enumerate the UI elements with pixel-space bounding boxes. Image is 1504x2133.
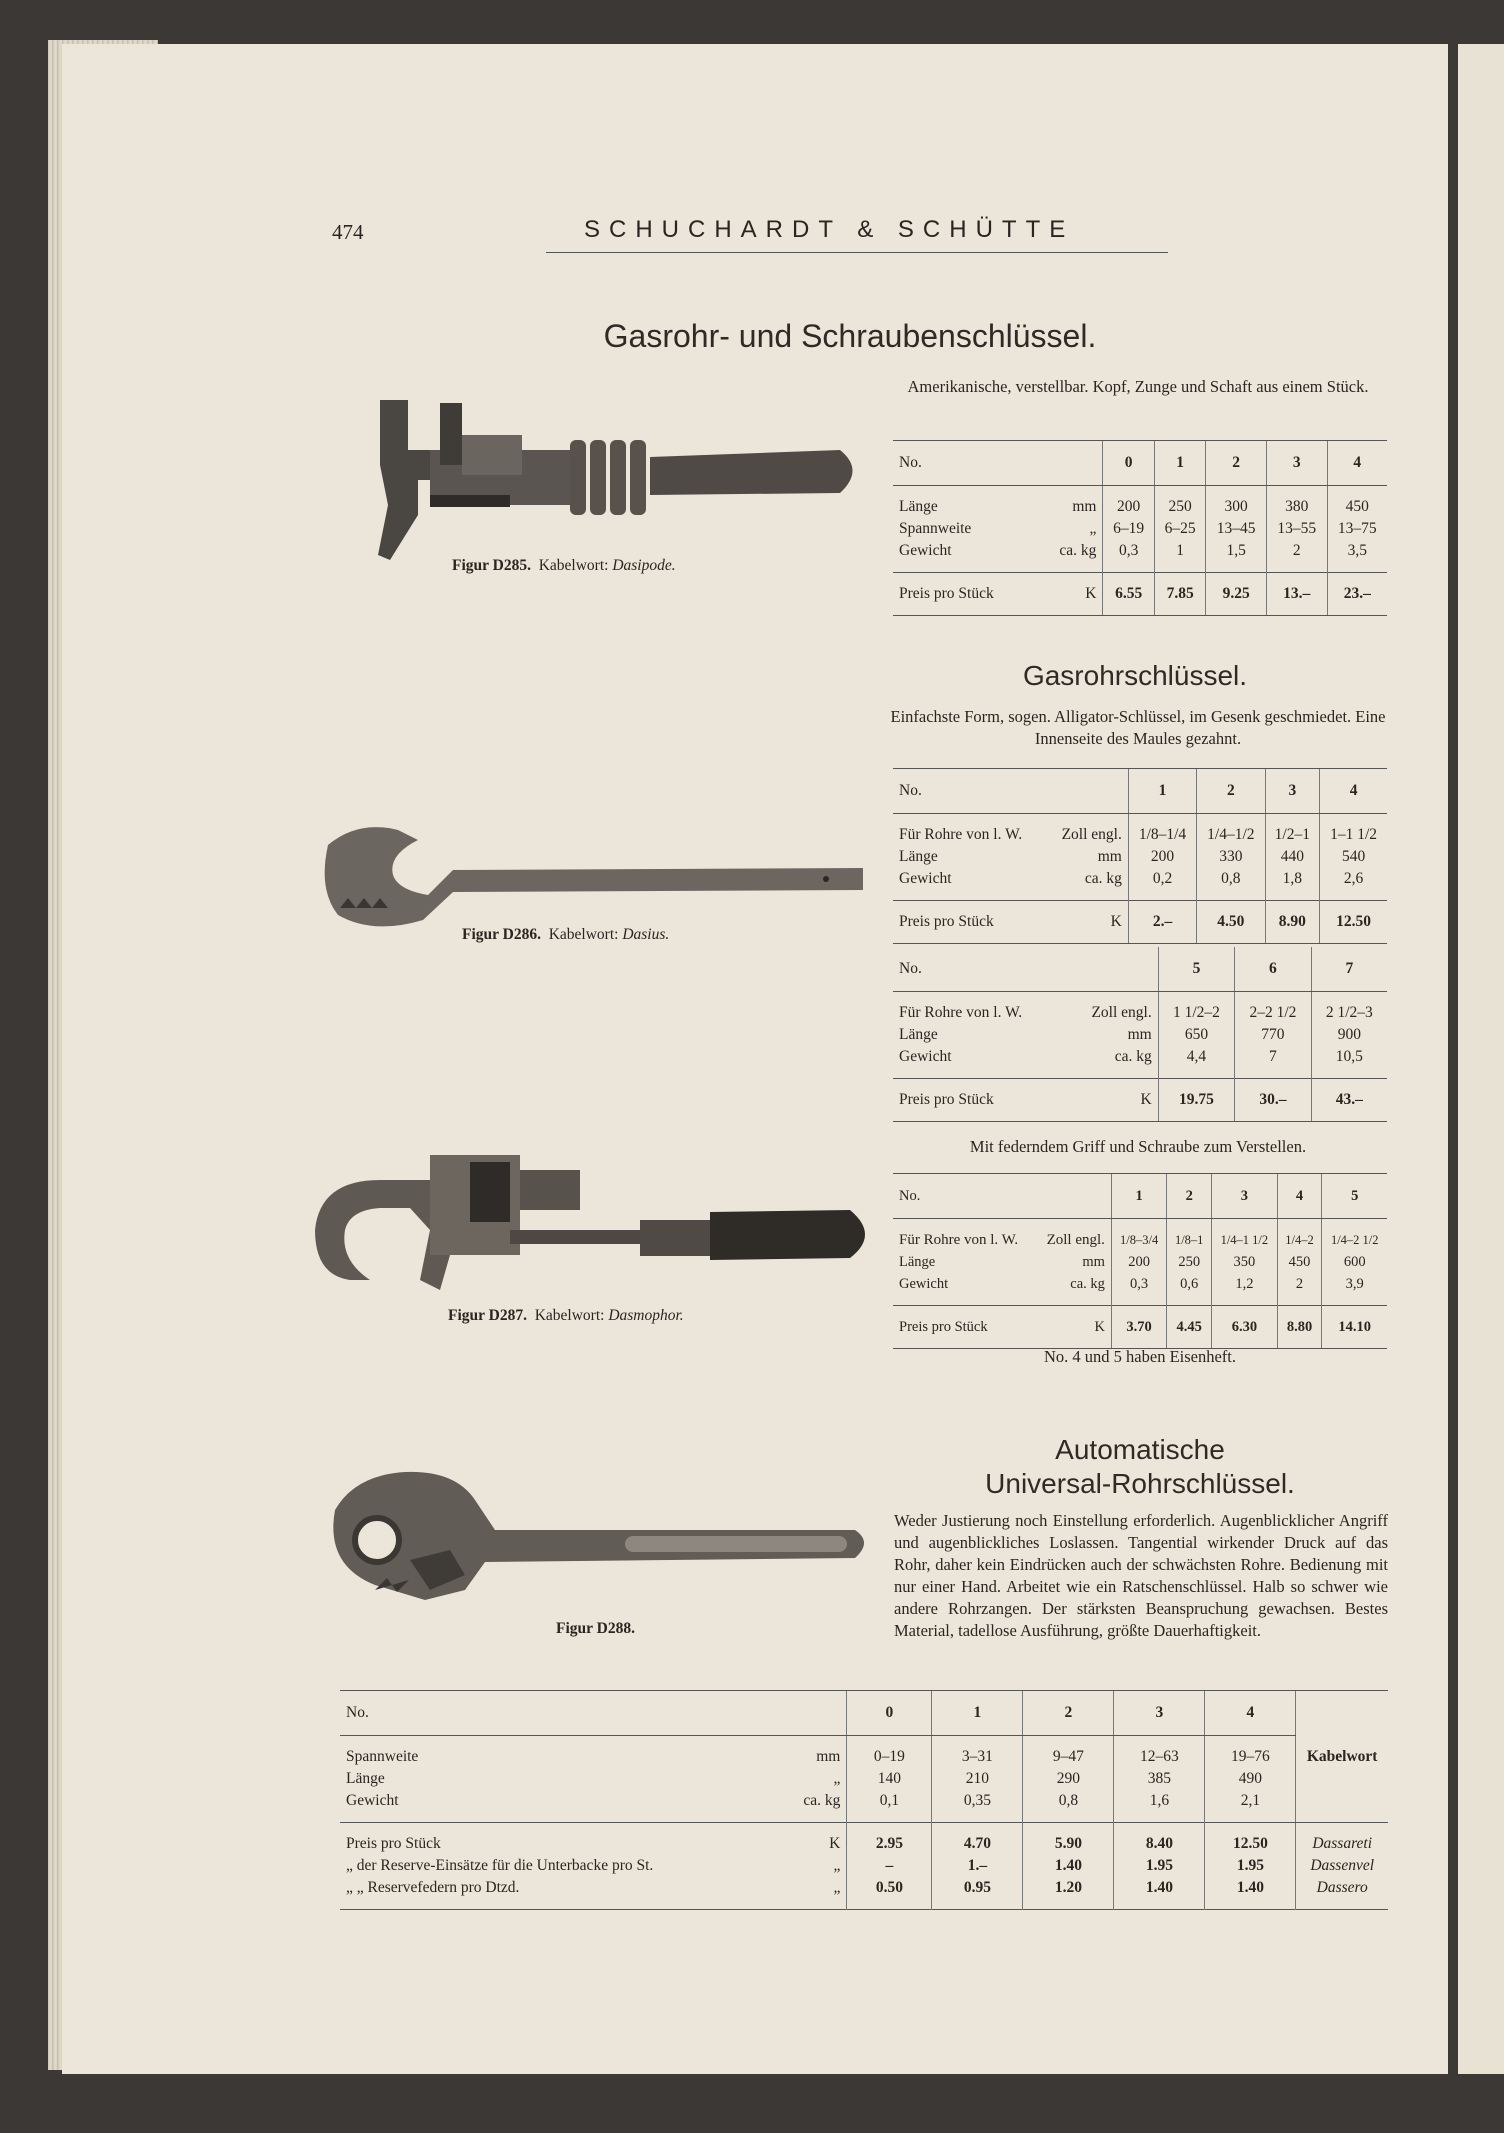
- price-cell: 12.50: [1320, 901, 1387, 944]
- row-label: Länge: [346, 1770, 385, 1787]
- section-description: Einfachste Form, sogen. Alligator-Schlüssel, im Gesenk geschmiedet. Eine Innenseite des Maules gezahnt.: [890, 707, 1386, 748]
- spec-table-d286-a: [893, 768, 1387, 944]
- kabelwort-label: Kabelwort:: [534, 1307, 605, 1324]
- cell: 3–31: [932, 1736, 1023, 1769]
- col-header: 1: [1128, 769, 1196, 814]
- table-no-label: No.: [893, 947, 1065, 992]
- page-number: 474: [332, 220, 364, 244]
- wrench-d287-illustration: [310, 1150, 880, 1310]
- price-label: Preis pro Stück: [893, 573, 1045, 616]
- cell: 3,5: [1327, 540, 1387, 573]
- cell: 380: [1266, 486, 1327, 519]
- cell: 2,1: [1205, 1790, 1296, 1823]
- table-no-label: No.: [893, 769, 1046, 814]
- cell: 1,5: [1206, 540, 1267, 573]
- price-cell: 19.75: [1158, 1079, 1234, 1122]
- col-header: 4: [1277, 1174, 1322, 1219]
- cell: 2–2 1/2: [1235, 992, 1311, 1025]
- col-header: 1: [932, 1691, 1023, 1736]
- col-header: 0: [847, 1691, 932, 1736]
- kabelwort-label: Kabelwort:: [548, 926, 619, 943]
- cell: 0,3: [1103, 540, 1154, 573]
- table-row: [893, 518, 1387, 540]
- cell: 13–55: [1266, 518, 1327, 540]
- cell: 900: [1311, 1024, 1387, 1046]
- price-label: Preis pro Stück: [346, 1835, 441, 1852]
- price-cell: 5.90: [1023, 1823, 1114, 1856]
- cell: 0,8: [1023, 1790, 1114, 1823]
- cell: 450: [1277, 1251, 1322, 1273]
- price-unit: „: [833, 1857, 841, 1874]
- col-header: 2: [1023, 1691, 1114, 1736]
- cell: 290: [1023, 1768, 1114, 1790]
- price-label: Preis pro Stück: [893, 1306, 1035, 1349]
- cell: 1/2–1: [1265, 814, 1320, 847]
- wrench-d286-illustration: [318, 820, 868, 940]
- section-title-line1: Automatische: [1055, 1434, 1225, 1465]
- figure-number: Figur D288.: [556, 1620, 635, 1637]
- price-cell: 1.40: [1114, 1877, 1205, 1910]
- table-row: [893, 846, 1387, 868]
- row-label: Gewicht: [899, 870, 952, 887]
- price-cell: 30.–: [1235, 1079, 1311, 1122]
- price-cell: 8.40: [1114, 1823, 1205, 1856]
- section-title-line2: Universal-Rohrschlüssel.: [985, 1468, 1295, 1499]
- price-label: „ „ Reservefedern pro Dtzd.: [346, 1879, 520, 1896]
- cell: 2: [1277, 1273, 1322, 1306]
- row-label: Länge: [899, 848, 938, 865]
- row-label: Spannweite: [346, 1748, 419, 1765]
- cell: 7: [1235, 1046, 1311, 1079]
- spec-table-d287: [893, 1173, 1387, 1349]
- price-label: Preis pro Stück: [893, 1079, 1065, 1122]
- table-row: [893, 1273, 1387, 1306]
- cell: 19–76: [1205, 1736, 1296, 1769]
- cell: 2 1/2–3: [1311, 992, 1387, 1025]
- price-cell: 43.–: [1311, 1079, 1387, 1122]
- price-cell: 8.80: [1277, 1306, 1322, 1349]
- price-cell: 1.–: [932, 1855, 1023, 1877]
- price-row: [893, 901, 1387, 944]
- row-unit: mm: [816, 1748, 841, 1765]
- cell: 2: [1266, 540, 1327, 573]
- table-row: [340, 1736, 1388, 1769]
- price-unit: K: [1035, 1306, 1112, 1349]
- cell: 0,35: [932, 1790, 1023, 1823]
- cell: 1/8–3/4: [1111, 1219, 1166, 1252]
- figure-number: Figur D287.: [448, 1307, 527, 1324]
- cell: 1 1/2–2: [1158, 992, 1234, 1025]
- cell: 0,8: [1197, 868, 1265, 901]
- figure-caption-d286: [462, 926, 669, 944]
- kabelwort-value: Dassenvel: [1296, 1855, 1388, 1877]
- price-cell: 7.85: [1154, 573, 1205, 616]
- table-row: [893, 814, 1387, 847]
- cell: 650: [1158, 1024, 1234, 1046]
- row-label: Länge: [899, 1026, 938, 1043]
- table-note: No. 4 und 5 haben Eisenheft.: [1044, 1347, 1236, 1366]
- section-description: Amerikanische, verstellbar. Kopf, Zunge und Schaft aus einem Stück.: [907, 377, 1369, 396]
- cell: 9–47: [1023, 1736, 1114, 1769]
- row-label: Länge: [899, 498, 938, 515]
- cell: 210: [932, 1768, 1023, 1790]
- kabelwort-value: Dasipode.: [612, 557, 676, 574]
- row-label: Länge: [899, 1254, 936, 1270]
- row-label: Für Rohre von l. W.: [899, 826, 1023, 843]
- col-header: 5: [1322, 1174, 1387, 1219]
- cell: 4,4: [1158, 1046, 1234, 1079]
- row-label: Gewicht: [899, 1048, 952, 1065]
- col-header: 6: [1235, 947, 1311, 992]
- row-unit: Zoll engl.: [1046, 1232, 1105, 1248]
- price-row: [893, 573, 1387, 616]
- row-label: Für Rohre von l. W.: [899, 1004, 1023, 1021]
- table-row: [893, 992, 1387, 1025]
- cell: 10,5: [1311, 1046, 1387, 1079]
- row-unit: ca. kg: [1084, 870, 1122, 887]
- cell: 1/8–1: [1167, 1219, 1212, 1252]
- row-unit: ca. kg: [803, 1792, 841, 1809]
- cell: 0,2: [1128, 868, 1196, 901]
- col-header: 2: [1197, 769, 1265, 814]
- price-row: [340, 1855, 1388, 1877]
- running-head: SCHUCHARDT & SCHÜTTE: [584, 216, 1075, 243]
- col-header: 2: [1167, 1174, 1212, 1219]
- section-description: Mit federndem Griff und Schraube zum Verstellen.: [969, 1137, 1307, 1156]
- price-cell: 1.95: [1205, 1855, 1296, 1877]
- price-cell: 3.70: [1111, 1306, 1166, 1349]
- row-label: Gewicht: [899, 1276, 949, 1292]
- spec-table-d286-b: [893, 947, 1387, 1122]
- cell: 12–63: [1114, 1736, 1205, 1769]
- cell: 1,6: [1114, 1790, 1205, 1823]
- price-unit: K: [1045, 573, 1103, 616]
- col-header: 1: [1111, 1174, 1166, 1219]
- header-rule: [546, 252, 1168, 253]
- kabelwort-header: Kabelwort: [1296, 1691, 1388, 1823]
- kabelwort-value: Dasius.: [622, 926, 670, 943]
- row-label: Gewicht: [899, 542, 952, 559]
- facing-page-edge: [1458, 44, 1504, 2074]
- price-cell: 14.10: [1322, 1306, 1387, 1349]
- section-title-gasrohrschluessel: Gasrohrschlüssel.: [1022, 660, 1248, 691]
- row-unit: Zoll engl.: [1091, 1004, 1152, 1021]
- table-row: [893, 868, 1387, 901]
- cell: 13–45: [1206, 518, 1267, 540]
- col-header: 1: [1154, 441, 1205, 486]
- row-unit: mm: [1127, 1026, 1152, 1043]
- cell: 300: [1206, 486, 1267, 519]
- col-header: 5: [1158, 947, 1234, 992]
- price-cell: 2.95: [847, 1823, 932, 1856]
- cell: 450: [1327, 486, 1387, 519]
- price-row: [893, 1079, 1387, 1122]
- row-unit: Zoll engl.: [1061, 826, 1122, 843]
- col-header: 3: [1212, 1174, 1278, 1219]
- cell: 140: [847, 1768, 932, 1790]
- price-cell: 1.40: [1023, 1855, 1114, 1877]
- cell: 2,6: [1320, 868, 1387, 901]
- price-unit: K: [829, 1835, 841, 1852]
- price-cell: –: [847, 1855, 932, 1877]
- cell: 13–75: [1327, 518, 1387, 540]
- table-row: [340, 1768, 1388, 1790]
- row-unit: mm: [1097, 848, 1122, 865]
- col-header: 3: [1114, 1691, 1205, 1736]
- row-unit: ca. kg: [1114, 1048, 1152, 1065]
- price-cell: 0.95: [932, 1877, 1023, 1910]
- price-cell: 2.–: [1128, 901, 1196, 944]
- col-header: 4: [1327, 441, 1387, 486]
- row-unit: mm: [1072, 498, 1097, 515]
- table-row: [893, 1024, 1387, 1046]
- cell: 600: [1322, 1251, 1387, 1273]
- price-cell: 4.45: [1167, 1306, 1212, 1349]
- cell: 440: [1265, 846, 1320, 868]
- figure-caption-d287: [448, 1307, 684, 1325]
- col-header: 2: [1206, 441, 1267, 486]
- cell: 1: [1154, 540, 1205, 573]
- row-unit: „: [833, 1770, 841, 1787]
- table-row: [893, 486, 1387, 519]
- col-header: 7: [1311, 947, 1387, 992]
- price-row: [893, 1306, 1387, 1349]
- cell: 1–1 1/2: [1320, 814, 1387, 847]
- cell: 770: [1235, 1024, 1311, 1046]
- price-row: [340, 1823, 1388, 1856]
- cell: 0,1: [847, 1790, 932, 1823]
- cell: 250: [1167, 1251, 1212, 1273]
- price-row: [340, 1877, 1388, 1910]
- table-row: [893, 1251, 1387, 1273]
- price-cell: 4.70: [932, 1823, 1023, 1856]
- row-unit: mm: [1082, 1254, 1105, 1270]
- spec-table-d285: [893, 440, 1387, 616]
- cell: 200: [1128, 846, 1196, 868]
- table-row: [893, 1219, 1387, 1252]
- price-cell: 8.90: [1265, 901, 1320, 944]
- cell: 1/4–1 1/2: [1212, 1219, 1278, 1252]
- price-cell: 0.50: [847, 1877, 932, 1910]
- col-header: 4: [1320, 769, 1387, 814]
- row-unit: ca. kg: [1070, 1276, 1105, 1292]
- section-title-gasrohr-schraubenschluessel: Gasrohr- und Schraubenschlüssel.: [603, 318, 1097, 354]
- row-label: Für Rohre von l. W.: [899, 1232, 1019, 1248]
- cell: 385: [1114, 1768, 1205, 1790]
- table-no-label: No.: [893, 441, 1045, 486]
- price-cell: 9.25: [1206, 573, 1267, 616]
- table-no-label: No.: [340, 1691, 792, 1736]
- price-cell: 6.55: [1103, 573, 1154, 616]
- cell: 330: [1197, 846, 1265, 868]
- price-cell: 1.95: [1114, 1855, 1205, 1877]
- row-label: Gewicht: [346, 1792, 399, 1809]
- cell: 1/4–2: [1277, 1219, 1322, 1252]
- cell: 200: [1103, 486, 1154, 519]
- row-unit: ca. kg: [1059, 542, 1097, 559]
- cell: 1,2: [1212, 1273, 1278, 1306]
- cell: 0,6: [1167, 1273, 1212, 1306]
- col-header: 4: [1205, 1691, 1296, 1736]
- figure-number: Figur D286.: [462, 926, 541, 943]
- kabelwort-label: Kabelwort:: [538, 557, 609, 574]
- figure-caption-d285: [452, 557, 676, 575]
- price-cell: 4.50: [1197, 901, 1265, 944]
- cell: 1/8–1/4: [1128, 814, 1196, 847]
- kabelwort-value: Dassero: [1296, 1877, 1388, 1910]
- table-row: [340, 1790, 1388, 1823]
- row-label: Spannweite: [899, 520, 972, 537]
- kabelwort-value: Dassareti: [1296, 1823, 1388, 1856]
- row-unit: „: [1089, 520, 1097, 537]
- cell: 350: [1212, 1251, 1278, 1273]
- cell: 490: [1205, 1768, 1296, 1790]
- wrench-d288-illustration: [315, 1460, 875, 1630]
- price-cell: 12.50: [1205, 1823, 1296, 1856]
- price-cell: 1.20: [1023, 1877, 1114, 1910]
- wrench-d285-illustration: [360, 395, 870, 575]
- price-cell: 13.–: [1266, 573, 1327, 616]
- cell: 540: [1320, 846, 1387, 868]
- cell: 1/4–1/2: [1197, 814, 1265, 847]
- price-cell: 23.–: [1327, 573, 1387, 616]
- table-row: [893, 1046, 1387, 1079]
- price-cell: 1.40: [1205, 1877, 1296, 1910]
- cell: 3,9: [1322, 1273, 1387, 1306]
- section-description: Weder Justierung noch Einstellung erforderlich. Augenblicklicher Angriff und augenblickliches Loslassen. Tangential wirkender Druck auf das Rohr, daher kein Eindrücken auch der schwächsten Rohre. Bedienung mit nur einer Hand. Arbeitet wie ein Ratschenschlüssel. Halb so schwer wie andere Rohrzangen. Der stärksten Beanspruchung gewachsen. Bestes Material, tadellose Ausführung, größte Dauerhaftigkeit.: [894, 1511, 1388, 1640]
- table-row: [893, 540, 1387, 573]
- cell: 200: [1111, 1251, 1166, 1273]
- cell: 0–19: [847, 1736, 932, 1769]
- price-label: „ der Reserve-Einsätze für die Unterbacke pro St.: [346, 1857, 654, 1874]
- price-unit: K: [1046, 901, 1128, 944]
- kabelwort-value: Dasmophor.: [608, 1307, 684, 1324]
- col-header: 3: [1266, 441, 1327, 486]
- col-header: 0: [1103, 441, 1154, 486]
- cell: 1/4–2 1/2: [1322, 1219, 1387, 1252]
- price-cell: 6.30: [1212, 1306, 1278, 1349]
- figure-number: Figur D285.: [452, 557, 531, 574]
- col-header: 3: [1265, 769, 1320, 814]
- price-unit: K: [1065, 1079, 1158, 1122]
- cell: 1,8: [1265, 868, 1320, 901]
- cell: 250: [1154, 486, 1205, 519]
- cell: 6–19: [1103, 518, 1154, 540]
- table-no-label: No.: [893, 1174, 1035, 1219]
- cell: 6–25: [1154, 518, 1205, 540]
- figure-caption-d288: [556, 1620, 635, 1638]
- price-label: Preis pro Stück: [893, 901, 1046, 944]
- spec-table-d288: [340, 1690, 1388, 1910]
- cell: 0,3: [1111, 1273, 1166, 1306]
- price-unit: „: [833, 1879, 841, 1896]
